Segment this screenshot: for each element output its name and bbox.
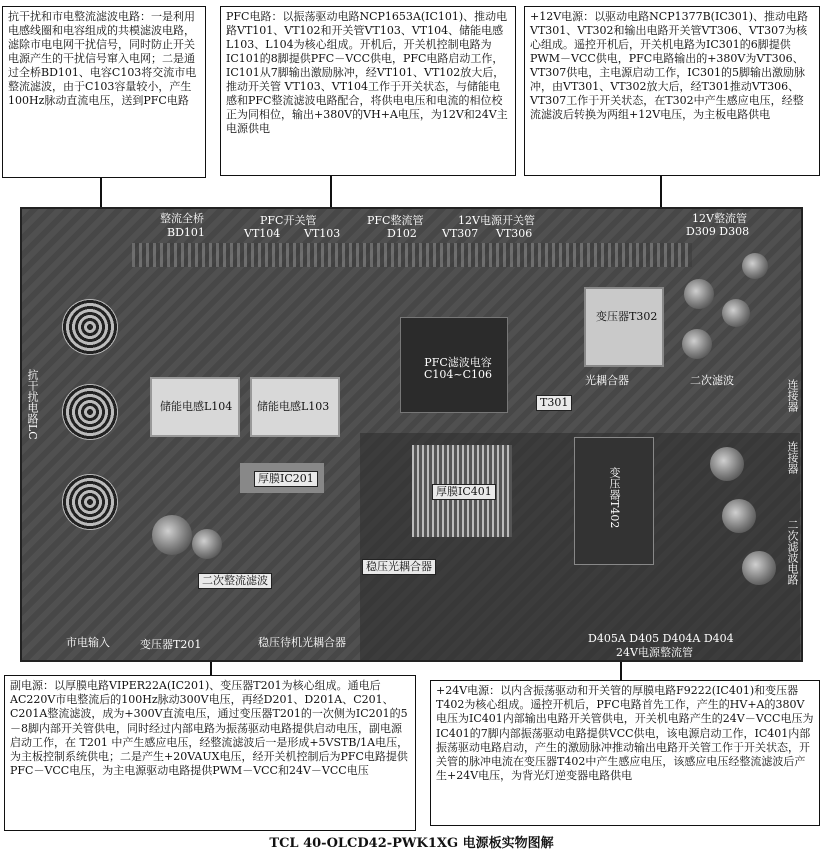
standby-power-annotation: 副电源：以厚膜电路VIPER22A(IC201)、变压器T201为核心组成。通电后AC220V市电整流后的100Hz脉动300V电压，再经D201、D201A、C201、C201A整流滤波，成为+300V直流电压，通过变压器T201的一次侧为IC201的5－8脚内部开关管供电，同时经过内部电路为振荡驱动电路提供启动电压，副电源启动工作，在 T201 中产生感应电压，经整流滤波后一是形成+5VSTB/1A电压，为主板控制系统供电；二是产生+20VAUX电压，经开关机控制后为PFC电路提供PFC－VCC电压，为主电源驱动电路提供PWM－VCC和24V－VCC电压 [4,675,416,831]
filter-capacitor [722,299,750,327]
leader-line [620,660,622,681]
connector-label-1: 连接器 [786,379,799,412]
vt306-label: VT306 [496,227,533,240]
vt307-label: VT307 [442,227,479,240]
leader-line [210,660,212,676]
common-mode-coil [62,384,118,440]
filter-capacitor [742,551,776,585]
anti-interference-vertical-label: 抗干扰电路LC [26,369,39,440]
optocoupler-label: 光耦合器 [585,374,629,387]
filter-capacitor [152,515,192,555]
common-mode-coil [62,474,118,530]
storage-l103-label: 储能电感L103 [257,400,330,413]
pfc-cap-label: PFC滤波电容 C104~C106 [424,356,493,381]
mains-input-label: 市电输入 [66,636,110,649]
thick-ic201-label: 厚膜IC201 [254,471,318,487]
pfc-rect-title: PFC整流管 [367,214,424,227]
d309-d308-label: D309 D308 [686,225,750,238]
storage-l104-label: 储能电感L104 [160,400,233,413]
standby-opto-label: 稳压待机光耦合器 [258,636,346,649]
t201-label: 变压器T201 [140,638,202,651]
pfc-circuit-annotation: PFC电路：以振荡驱动电路NCP1653A(IC101)、推动电路VT101、VT102和开关管VT103、VT104、储能电感L103、L104为核心组成。开机后，开关机控制电路为IC101的8脚提供PFC－VCC供电，PFC电路启动工作，IC101从7脚输出激励脉冲，经VT101、VT102放大后，推动开关管 VT103、VT104工作于开关状态，与储能电感和PFC整流滤波电路配合，将供电电压和电流的相位校正为同相位，输出+380V的VH+A电压，为12V和24V主电源供电 [220,6,516,176]
d102-label: D102 [387,227,417,240]
pfc-switch-title: PFC开关管 [260,214,317,227]
regulator-opto-label: 稳压光耦合器 [362,559,436,575]
common-mode-coil [62,299,118,355]
power-12v-annotation: +12V电源：以驱动电路NCP1377B(IC301)、推动电路VT301、VT302和输出电路开关管VT306、VT307为核心组成。遥控开机后，开关机电路为IC301的6脚提供PWM－VCC供电，PFC电路输出的+380V为VT306、VT307供电，主电源启动工作，IC301的5脚输出激励脉冲，由VT301、VT302放大后，经T301推动VT306、VT307工作于开关状态，在T302中产生感应电压，经整流滤波后转换为两组+12V电压，为主板电路供电 [524,6,820,176]
bd101-label: BD101 [167,226,205,239]
t402-label: 变压器T402 [608,467,621,529]
filter-capacitor [710,447,744,481]
filter-capacitor [192,529,222,559]
figure-caption: TCL 40-OLCD42-PWK1XG 电源板实物图解 [269,836,554,851]
filter-capacitor [742,253,768,279]
secondary-filter-circuit-label: 二次滤波电路 [786,519,799,585]
anti-interference-annotation: 抗干扰和市电整流滤波电路：一是利用电感线圈和电容组成的共模滤波电路，滤除市电电网干扰信号，同时防止开关电源产生的干扰信号窜入电网；二是通过全桥BD101、电容C103将交流市电整流滤波，由于C103容量较小，产生100Hz脉动直流电压，送到PFC电路 [2,6,206,178]
leader-line [100,178,102,208]
sw12v-title: 12V电源开关管 [458,214,535,227]
vt103-label: VT103 [304,227,341,240]
heatsink-top [132,243,692,267]
d405-group-label: D405A D405 D404A D404 [588,632,734,645]
power-board-photo [20,207,803,662]
leader-line [330,176,332,208]
power-24v-annotation: +24V电源：以内含振荡驱动和开关管的厚膜电路F9222(IC401)和变压器T402为核心组成。遥控开机后，PFC电路首先工作，产生的HV+A的380V电压为IC401内部输出电路开关管供电，开关机电路产生的24V－VCC电压为IC401的7脚内部振荡驱动电路提供VCC供电，该电源启动工作，IC401内部振荡驱动电路启动，产生的激励脉冲推动输出电路开关管工作于开关状态，开关管的脉冲电流在变压器T402中产生感应电压，该感应电压经整流滤波后产生+24V电压，为背光灯逆变器电路供电 [430,680,820,826]
t302-label: 变压器T302 [596,310,658,323]
filter-capacitor [684,279,714,309]
vt104-label: VT104 [244,227,281,240]
rect24v-label: 24V电源整流管 [616,646,693,659]
secondary-rect-filter-label: 二次整流滤波 [198,573,272,589]
bd101-title: 整流全桥 [160,212,204,225]
t301-label: T301 [536,395,572,411]
rect12v-title: 12V整流管 [692,212,747,225]
secondary-filter-label: 二次滤波 [690,374,734,387]
connector-label-2: 连接器 [786,441,799,474]
thick-ic401-label: 厚膜IC401 [432,484,496,500]
filter-capacitor [682,329,712,359]
transformer-t302 [584,287,664,367]
leader-line [660,176,662,208]
filter-capacitor [722,499,756,533]
